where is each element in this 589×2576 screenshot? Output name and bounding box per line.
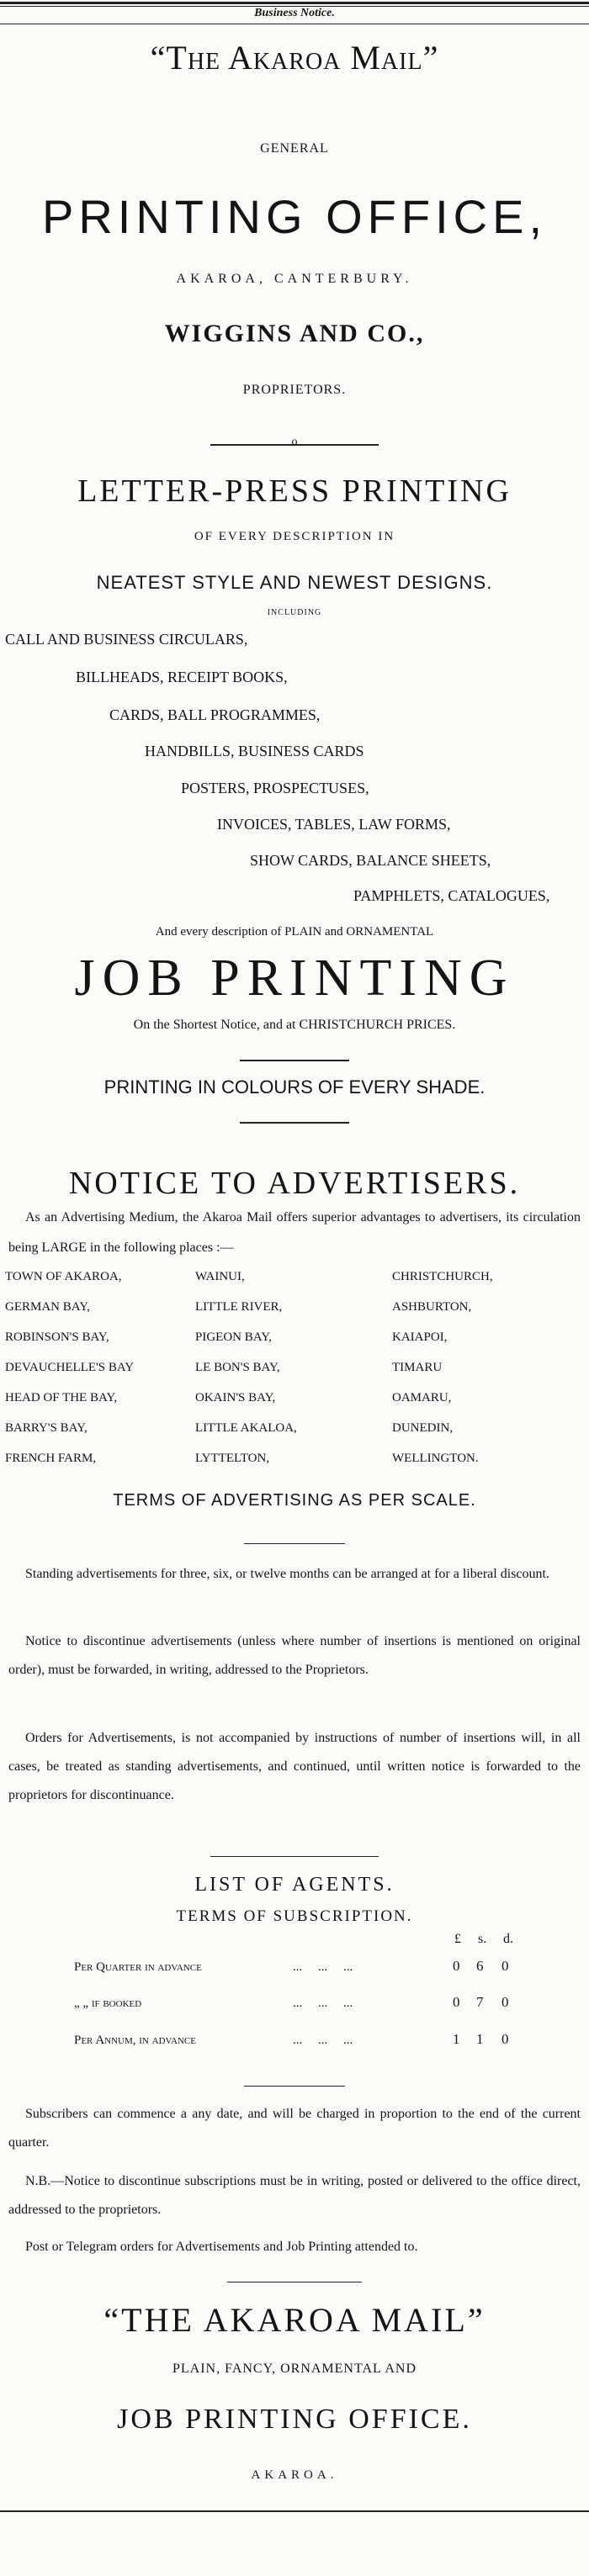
of-every-line: OF EVERY DESCRIPTION IN bbox=[194, 530, 395, 543]
subscription-heading: TERMS OF SUBSCRIPTION. bbox=[176, 1907, 413, 1925]
list-item: CALL AND BUSINESS CIRCULARS, bbox=[5, 631, 248, 648]
ornament-rule bbox=[240, 1060, 349, 1061]
table-row bbox=[5, 1383, 577, 1413]
subscription-row bbox=[74, 2031, 527, 2048]
table-cell: DUNEDIN, bbox=[392, 1420, 454, 1435]
masthead-title: “The Akaroa Mail” bbox=[150, 39, 439, 77]
ornament-rule bbox=[240, 1122, 349, 1124]
leader-dots: ... ... ... bbox=[293, 1997, 353, 2010]
currency-header bbox=[454, 1932, 528, 1947]
terms-line: TERMS OF ADVERTISING AS PER SCALE. bbox=[113, 1491, 476, 1510]
pounds-value: 1 bbox=[453, 2031, 460, 2047]
including-label: INCLUDING bbox=[267, 608, 322, 617]
subscription-row bbox=[74, 1958, 527, 1975]
pence-value: 0 bbox=[501, 2031, 509, 2047]
shillings-value: 7 bbox=[476, 1994, 484, 2010]
neatest-line: NEATEST STYLE AND NEWEST DESIGNS. bbox=[96, 572, 493, 593]
leader-dots: ... ... ... bbox=[293, 1960, 353, 1974]
table-cell: LITTLE RIVER, bbox=[195, 1299, 283, 1314]
table-cell: BARRY'S BAY, bbox=[5, 1420, 88, 1435]
general-label: GENERAL bbox=[260, 141, 329, 156]
divider-rule bbox=[244, 2086, 345, 2087]
places-table bbox=[5, 1262, 577, 1473]
job-printing-heading: JOB PRINTING bbox=[74, 949, 515, 1007]
table-cell: WELLINGTON. bbox=[392, 1451, 479, 1465]
pence-value: 0 bbox=[501, 1994, 509, 2010]
shillings-value: 6 bbox=[476, 1958, 484, 1974]
agents-para-1: Subscribers can commence a any date, and will be charged in proportion to the end of the current quarter. bbox=[8, 2107, 581, 2150]
every-description-line: And every description of PLAIN and ORNAMENTAL bbox=[155, 925, 434, 939]
table-cell: ROBINSON'S BAY, bbox=[5, 1330, 109, 1344]
list-item: POSTERS, PROSPECTUSES, bbox=[181, 780, 369, 796]
table-cell: HEAD OF THE BAY, bbox=[5, 1390, 118, 1404]
subscription-label: „ „ if booked bbox=[74, 1997, 142, 2010]
list-item: PAMPHLETS, CATALOGUES, bbox=[353, 887, 550, 904]
subscription-label: Per Annum, in advance bbox=[74, 2034, 196, 2047]
pounds-value: 0 bbox=[453, 1994, 460, 2010]
table-row bbox=[5, 1322, 577, 1352]
advertisers-intro: As an Advertising Medium, the Akaroa Mail offers superior advantages to advertisers, its circulation being LARGE in the following places :— bbox=[8, 1210, 581, 1255]
table-cell: CHRISTCHURCH, bbox=[392, 1269, 493, 1283]
advertisers-para-2: Notice to discontinue advertisements (unless where number of insertions is mentioned on original order), must be forwarded, in writing, addressed to the Proprietors. bbox=[8, 1634, 581, 1677]
pounds-value: 0 bbox=[453, 1958, 460, 1974]
location-line: AKAROA, CANTERBURY. bbox=[176, 272, 413, 286]
colours-line: PRINTING IN COLOURS OF EVERY SHADE. bbox=[103, 1076, 486, 1098]
list-item: BILLHEADS, RECEIPT BOOKS, bbox=[76, 669, 288, 685]
divider-rule bbox=[210, 1856, 379, 1857]
subscription-label: Per Quarter in advance bbox=[74, 1960, 202, 1974]
shilling-header: s. bbox=[478, 1932, 487, 1946]
advertisers-para-1: Standing advertisements for three, six, or twelve months can be arranged at for a liberal discount. bbox=[25, 1567, 549, 1581]
table-cell: ASHBURTON, bbox=[392, 1299, 472, 1314]
table-cell: PIGEON BAY, bbox=[195, 1330, 272, 1344]
table-cell: GERMAN BAY, bbox=[5, 1299, 90, 1314]
firm-name: WIGGINS AND CO., bbox=[164, 320, 425, 347]
table-cell: LE BON'S BAY, bbox=[195, 1360, 280, 1374]
divider-rule bbox=[244, 1543, 345, 1544]
shortest-notice-line: On the Shortest Notice, and at CHRISTCHURCH PRICES. bbox=[133, 1018, 456, 1032]
table-row bbox=[5, 1292, 577, 1322]
footer-job-office: JOB PRINTING OFFICE. bbox=[117, 2404, 472, 2435]
table-cell: OAMARU, bbox=[392, 1390, 452, 1404]
list-item: SHOW CARDS, BALANCE SHEETS, bbox=[250, 852, 491, 869]
advertisers-para-3: Orders for Advertisements, is not accompanied by instructions of number of insertions will, in all cases, be treated as standing advertisements, and continued, until written notice is forwarded to the proprietors for discontinuance. bbox=[8, 1731, 581, 1802]
pound-header: £ bbox=[454, 1932, 461, 1946]
agents-heading: LIST OF AGENTS. bbox=[194, 1874, 395, 1896]
footer-plain-line: PLAIN, FANCY, ORNAMENTAL AND bbox=[172, 2362, 417, 2376]
leader-dots: ... ... ... bbox=[293, 2034, 353, 2047]
table-cell: DEVAUCHELLE'S BAY bbox=[5, 1360, 135, 1374]
section-label: Business Notice. bbox=[254, 7, 335, 19]
top-rule bbox=[0, 2, 589, 4]
agents-para-2: N.B.—Notice to discontinue subscriptions must be in writing, posted or delivered to the office direct, addressed to the proprietors. bbox=[8, 2174, 581, 2217]
table-cell: KAIAPOI, bbox=[392, 1330, 448, 1344]
table-cell: TIMARU bbox=[392, 1360, 443, 1374]
table-row bbox=[5, 1262, 577, 1292]
agents-para-3: Post or Telegram orders for Advertisements and Job Printing attended to. bbox=[25, 2240, 418, 2254]
table-row bbox=[5, 1443, 577, 1473]
table-cell: LITTLE AKALOA, bbox=[195, 1420, 297, 1435]
footer-place: AKAROA. bbox=[251, 2468, 338, 2482]
table-cell: FRENCH FARM, bbox=[5, 1451, 97, 1465]
footer-title: “THE AKAROA MAIL” bbox=[103, 2301, 486, 2339]
pence-header: d. bbox=[503, 1932, 513, 1946]
subscription-row bbox=[74, 1994, 527, 2011]
proprietors-label: PROPRIETORS. bbox=[242, 383, 347, 397]
list-item: CARDS, BALL PROGRAMMES, bbox=[109, 706, 321, 723]
table-cell: TOWN OF AKAROA, bbox=[5, 1269, 122, 1283]
list-item: INVOICES, TABLES, LAW FORMS, bbox=[217, 816, 451, 833]
table-cell: WAINUI, bbox=[195, 1269, 245, 1283]
list-item: HANDBILLS, BUSINESS CARDS bbox=[145, 743, 364, 759]
table-cell: OKAIN'S BAY, bbox=[195, 1390, 276, 1404]
shillings-value: 1 bbox=[476, 2031, 484, 2047]
letterpress-heading: LETTER-PRESS PRINTING bbox=[77, 473, 512, 509]
table-row bbox=[5, 1413, 577, 1443]
bottom-rule bbox=[0, 2510, 589, 2512]
table-cell: LYTTELTON, bbox=[195, 1451, 270, 1465]
advertisers-heading: NOTICE TO ADVERTISERS. bbox=[68, 1166, 521, 1201]
pence-value: 0 bbox=[501, 1958, 509, 1974]
printing-office-heading: PRINTING OFFICE, bbox=[42, 190, 547, 243]
ornament-glyph: o bbox=[291, 436, 298, 448]
table-row bbox=[5, 1352, 577, 1383]
